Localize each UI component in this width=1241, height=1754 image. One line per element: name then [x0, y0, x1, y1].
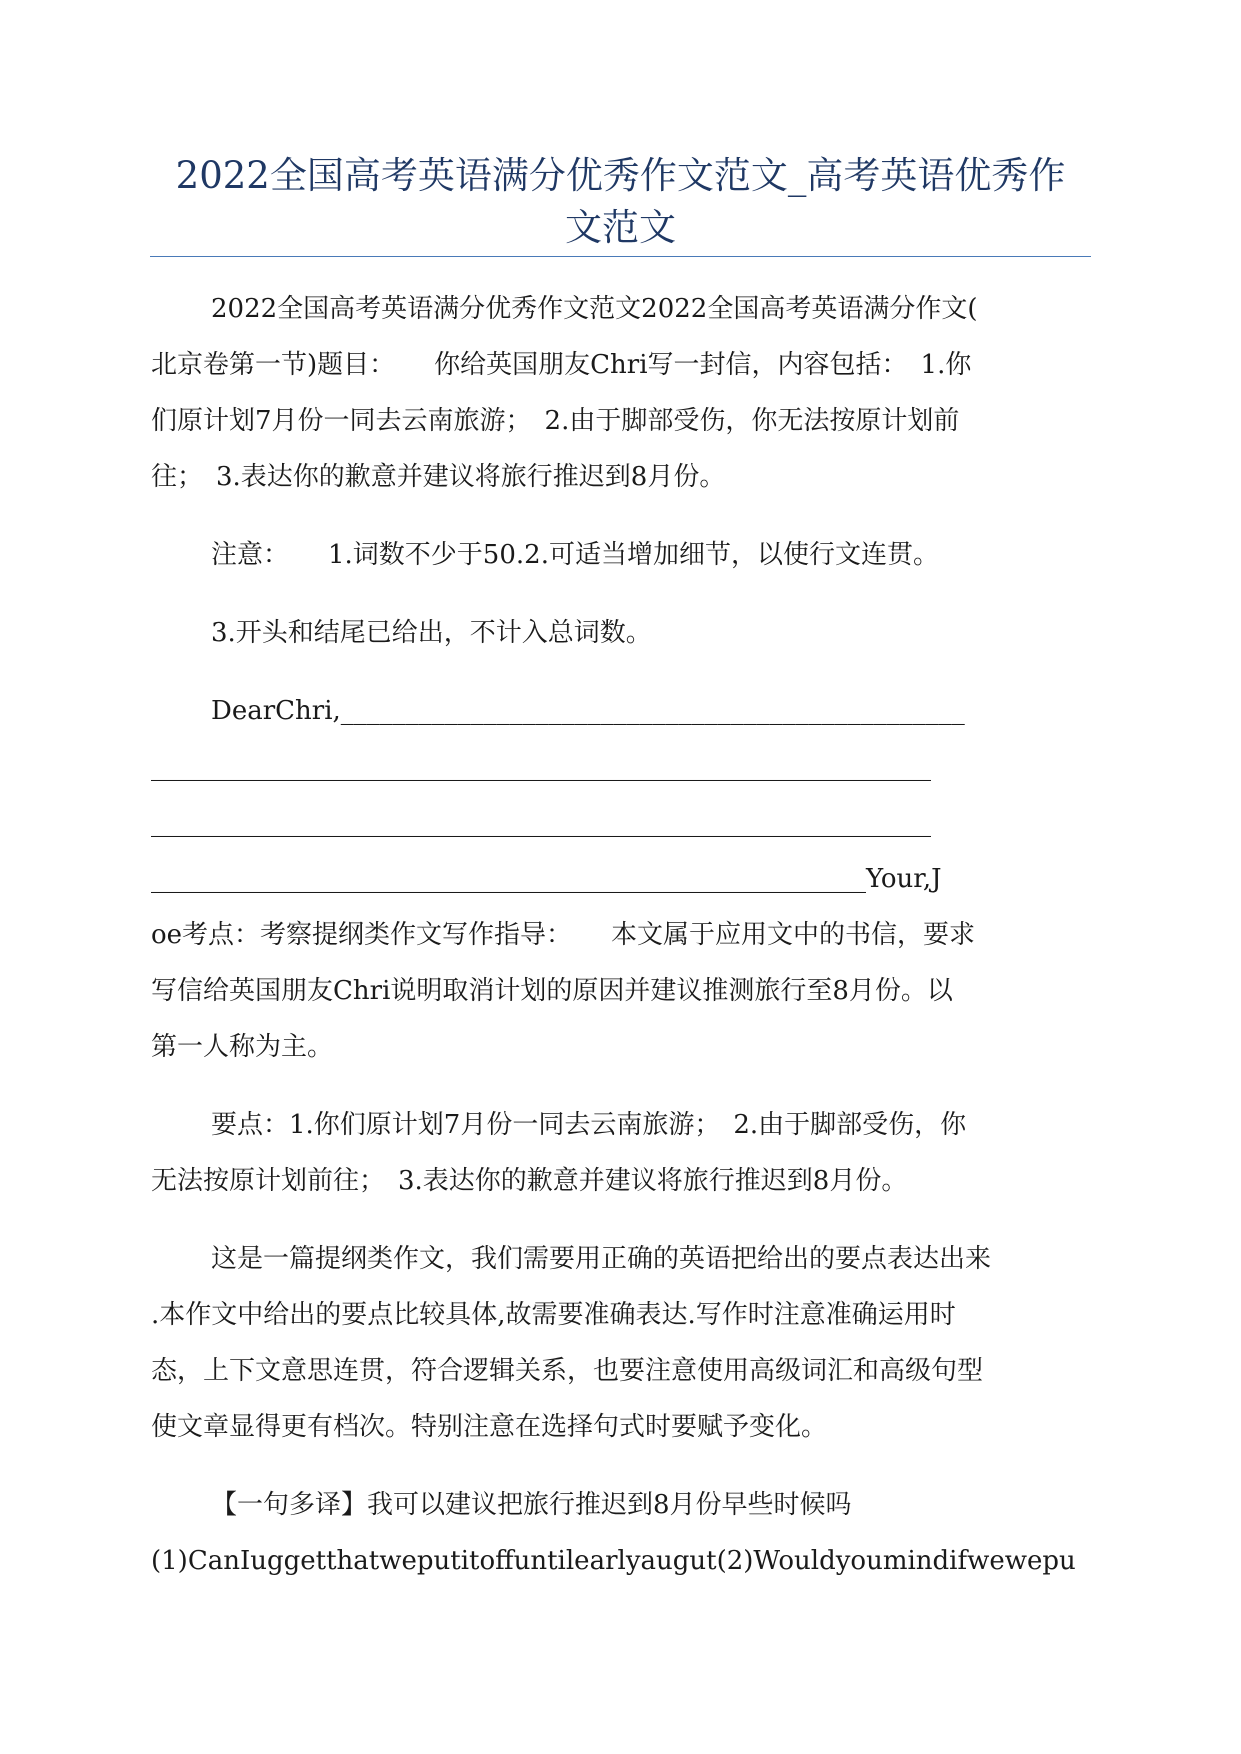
paragraph-line: ____________________________________________________________ [151, 752, 931, 782]
paragraph-line: 注意： 1.词数不少于50.2.可适当增加细节，以使行文连贯。 [211, 540, 939, 570]
title-line-1: 2022全国高考英语满分优秀作文范文_高考英语优秀作 [175, 154, 1066, 197]
paragraph-line: _______________________________________________________Your,J [151, 864, 942, 894]
paragraph-line: 无法按原计划前往； 3.表达你的歉意并建议将旅行推迟到8月份。 [151, 1166, 908, 1196]
paragraph-line: 2022全国高考英语满分优秀作文范文2022全国高考英语满分作文( [211, 294, 978, 324]
paragraph-line: (1)CanIuggetthatweputitoffuntilearlyaugut(2)Wouldyoumindifwewepu [151, 1546, 1076, 1576]
paragraph-line: oe考点：考察提纲类作文写作指导： 本文属于应用文中的书信，要求 [151, 920, 976, 950]
document-title [150, 150, 1091, 254]
paragraph-line: 第一人称为主。 [151, 1032, 334, 1062]
paragraph-line: 这是一篇提纲类作文，我们需要用正确的英语把给出的要点表达出来 [211, 1244, 992, 1274]
paragraph-line: 【一句多译】我可以建议把旅行推迟到8月份早些时候吗 [211, 1490, 852, 1520]
paragraph-line: .本作文中给出的要点比较具体,故需要准确表达.写作时注意准确运用时 [151, 1300, 956, 1330]
paragraph-line: 3.开头和结尾已给出，不计入总词数。 [211, 618, 652, 648]
paragraph-line: 们原计划7月份一同去云南旅游； 2.由于脚部受伤，你无法按原计划前 [151, 406, 960, 436]
document-body [151, 281, 1092, 1589]
paragraph-line: 态，上下文意思连贯，符合逻辑关系，也要注意使用高级词汇和高级句型 [151, 1356, 984, 1386]
title-line-2: 文范文 [565, 206, 676, 249]
paragraph-line: 要点：1.你们原计划7月份一同去云南旅游； 2.由于脚部受伤，你 [211, 1110, 967, 1140]
paragraph-line: 往； 3.表达你的歉意并建议将旅行推迟到8月份。 [151, 462, 726, 492]
paragraph-line: ____________________________________________________________ [151, 808, 931, 838]
paragraph-line: 北京卷第一节)题目： 你给英国朋友Chri写一封信，内容包括： 1.你 [151, 350, 972, 380]
paragraph-line: DearChri,________________________________________________ [211, 696, 965, 726]
paragraph-line: 使文章显得更有档次。特别注意在选择句式时要赋予变化。 [151, 1412, 828, 1442]
title-divider [150, 256, 1091, 257]
paragraph-line: 写信给英国朋友Chri说明取消计划的原因并建议推测旅行至8月份。以 [151, 976, 953, 1006]
